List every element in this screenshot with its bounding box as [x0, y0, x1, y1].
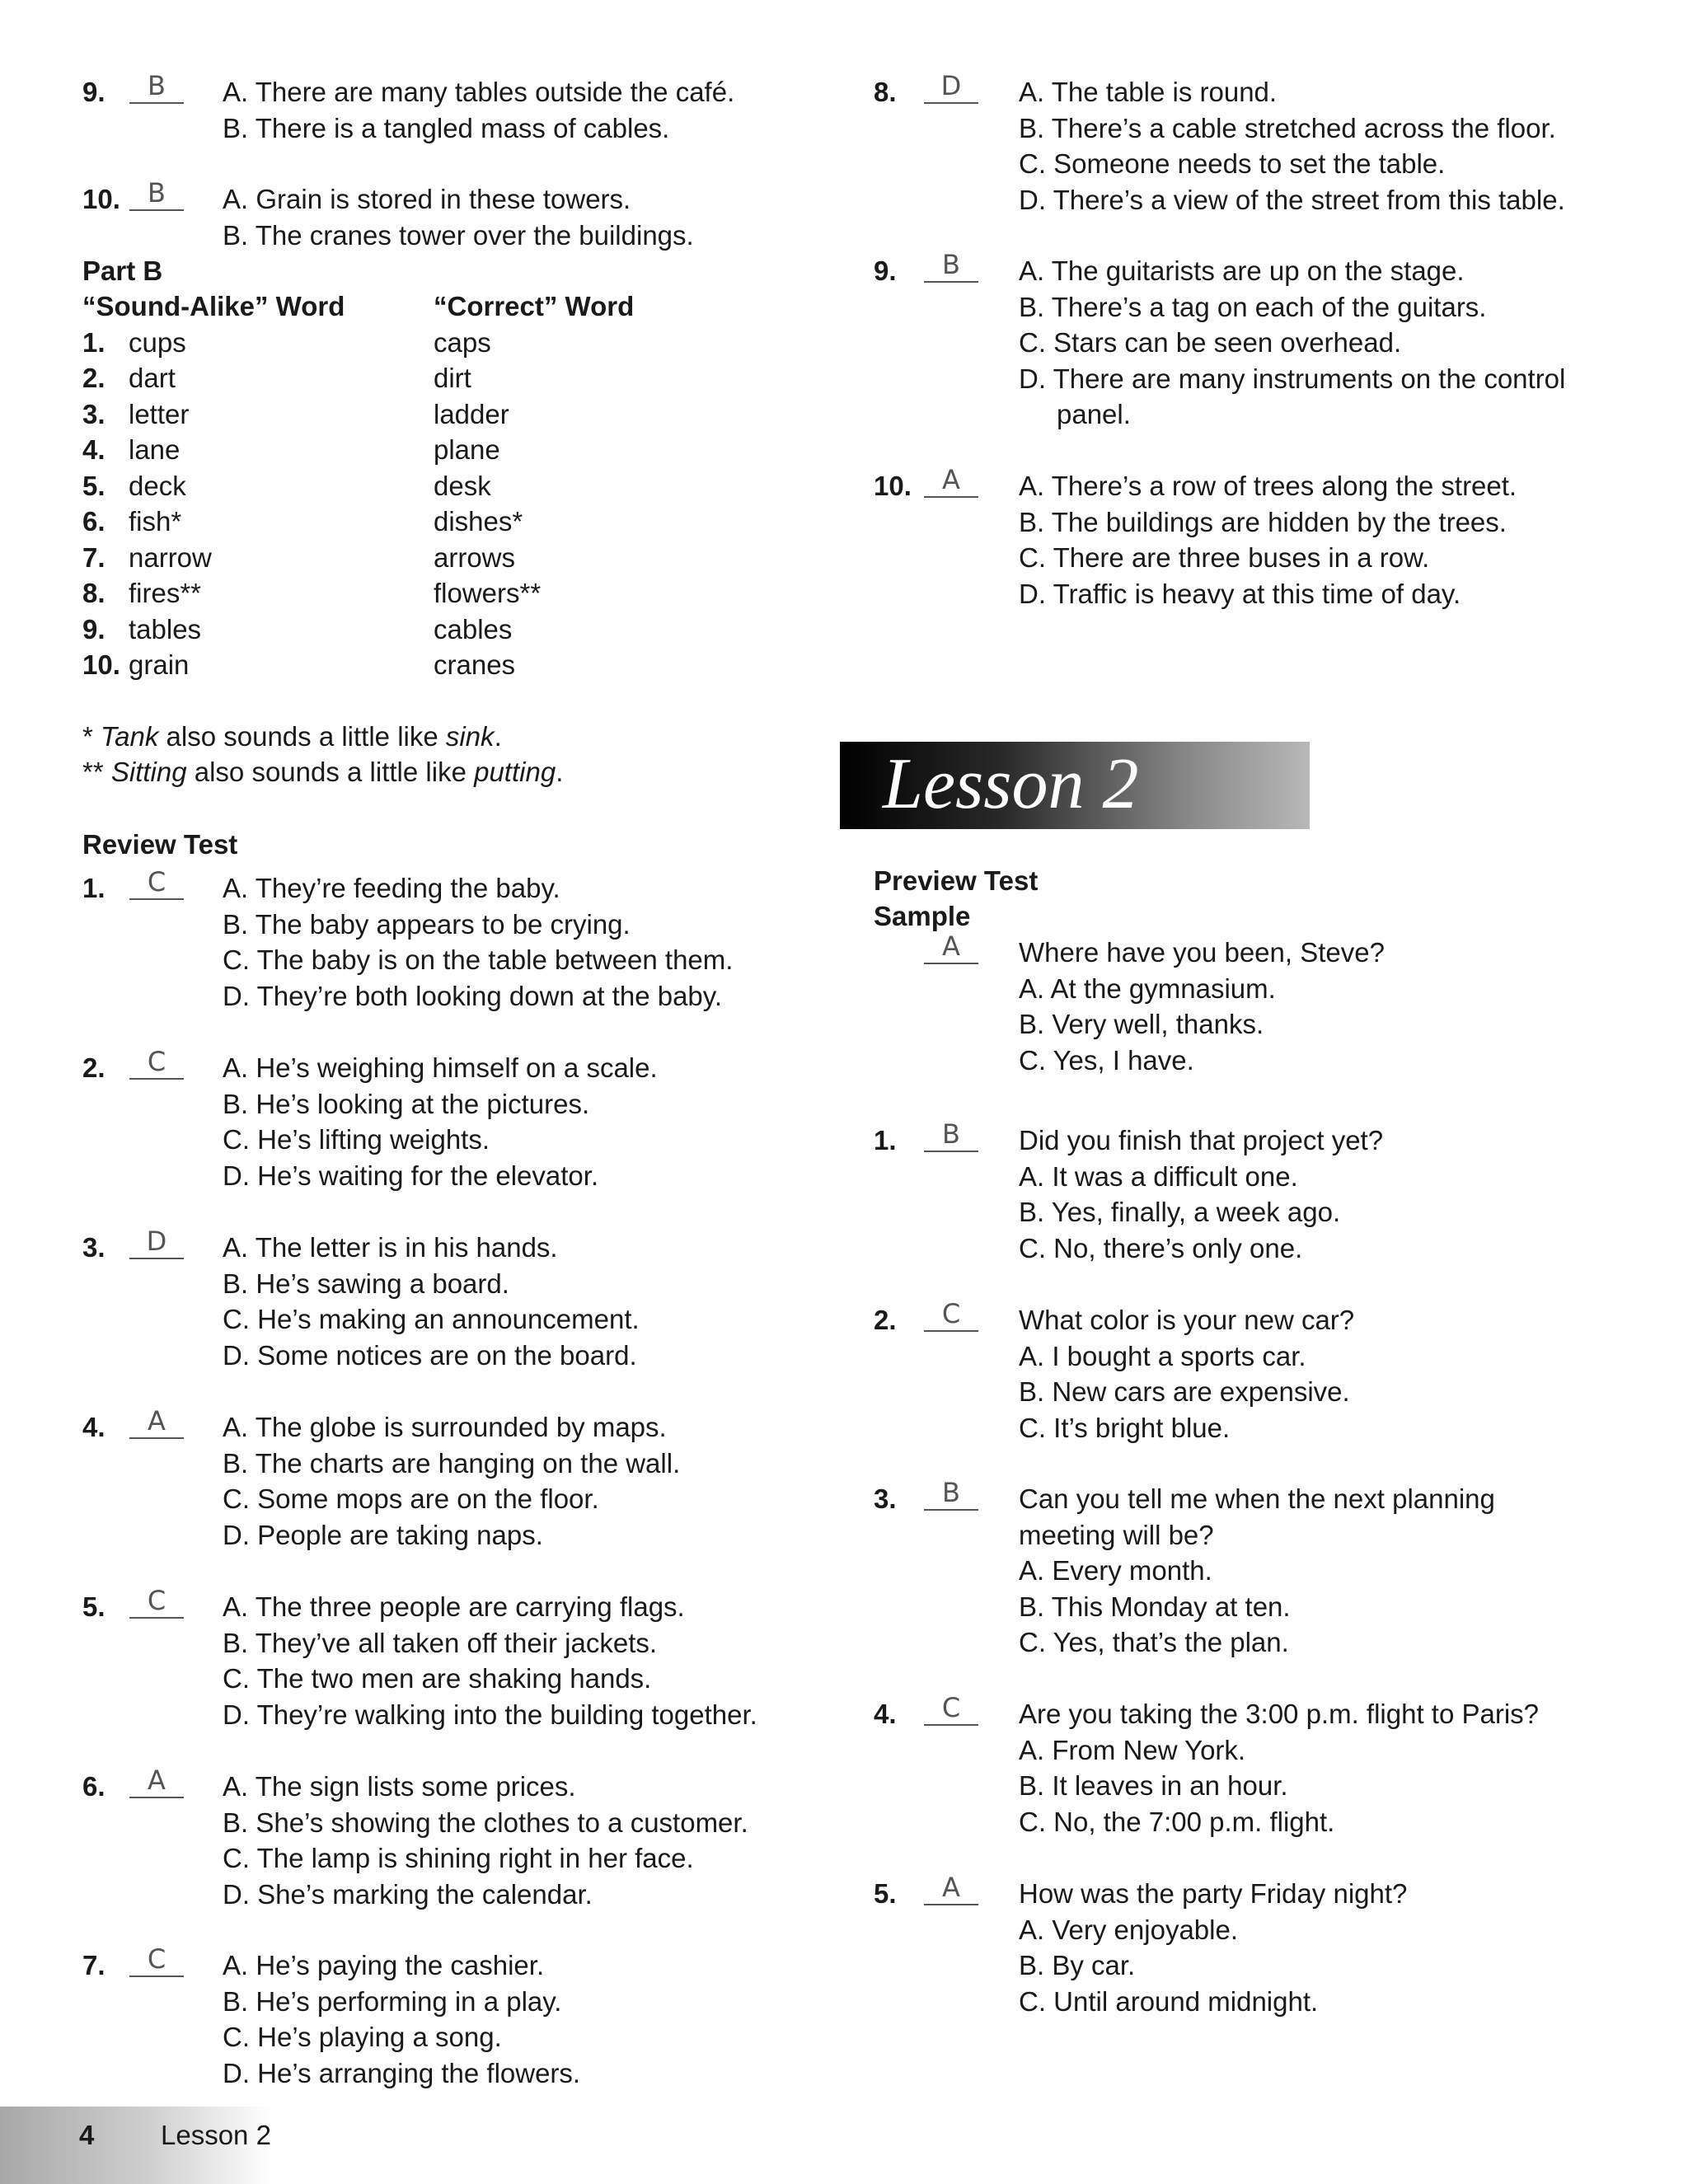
sound-alike-word: cups [129, 327, 186, 358]
question-line: How was the party Friday night? [1019, 1878, 1408, 1909]
row-number: 3. [82, 399, 106, 429]
sound-alike-word: letter [129, 399, 190, 429]
option-line: D. There’s a view of the street from this table. [1019, 184, 1565, 215]
question-number: 3. [874, 1483, 897, 1514]
option-line: C. He’s playing a song. [223, 2022, 502, 2052]
option-line: B. There is a tangled mass of cables. [223, 112, 670, 143]
option-line: D. She’s marking the calendar. [223, 1878, 593, 1910]
option-line: C. The two men are shaking hands. [223, 1663, 652, 1694]
option-line: A. Very enjoyable. [1019, 1914, 1238, 1945]
note-text: also sounds a little like [158, 721, 446, 752]
question-number: 4. [82, 1412, 106, 1442]
correct-word: flowers** [434, 578, 542, 608]
option-line: C. Until around midnight. [1019, 1985, 1319, 2017]
correct-word: dishes* [434, 506, 523, 537]
option-line: B. It leaves in an hour. [1019, 1770, 1288, 1801]
option-line: C. No, the 7:00 p.m. flight. [1019, 1806, 1335, 1837]
note-word: Sitting [110, 757, 187, 787]
note-marker: * [82, 721, 101, 752]
sound-alike-word: fires** [129, 578, 202, 608]
option-line: A. The sign lists some prices. [223, 1771, 576, 1802]
option-line: D. They’re both looking down at the baby. [223, 980, 722, 1011]
answer-blank: A [924, 930, 978, 964]
question-number: 1. [82, 873, 106, 903]
option-line: B. The charts are hanging on the wall. [223, 1447, 681, 1479]
answer-blank: A [129, 1764, 184, 1798]
option-line: A. The guitarists are up on the stage. [1019, 255, 1465, 286]
row-number: 10. [82, 649, 120, 680]
question-number: 10. [874, 471, 912, 501]
question-line: Are you taking the 3:00 p.m. flight to Paris? [1019, 1699, 1540, 1729]
option-line: B. This Monday at ten. [1019, 1591, 1291, 1622]
option-line: D. They’re walking into the building together. [223, 1699, 757, 1730]
correct-word: arrows [434, 542, 516, 573]
row-number: 1. [82, 327, 106, 358]
note-marker: ** [82, 757, 111, 787]
sound-alike-header: “Sound-Alike” Word [82, 291, 345, 321]
sample-heading: Sample [874, 901, 971, 931]
answer-blank: D [129, 1225, 184, 1259]
footnote [82, 754, 563, 790]
option-line: D. There are many instruments on the control [1019, 363, 1566, 394]
option-line: B. By car. [1019, 1950, 1136, 1980]
option-line: A. Grain is stored in these towers. [223, 184, 631, 214]
option-line: D. Some notices are on the board. [223, 1339, 637, 1371]
answer-blank: A [924, 1871, 978, 1905]
question-number: 6. [82, 1771, 106, 1802]
row-number: 6. [82, 506, 106, 537]
sound-alike-word: dart [129, 363, 176, 393]
option-line: B. There’s a cable stretched across the floor. [1019, 112, 1556, 143]
question-line: Can you tell me when the next planning [1019, 1483, 1495, 1514]
option-line: B. He’s performing in a play. [223, 1985, 562, 2017]
answer-blank: B [129, 176, 184, 211]
option-line: A. I bought a sports car. [1019, 1340, 1306, 1371]
option-line: B. There’s a tag on each of the guitars. [1019, 291, 1487, 322]
option-line: B. Very well, thanks. [1019, 1009, 1264, 1039]
question-number: 5. [874, 1878, 897, 1909]
option-line: A. It was a difficult one. [1019, 1160, 1298, 1192]
preview-test-heading: Preview Test [874, 865, 1039, 896]
row-number: 5. [82, 471, 106, 501]
question-number: 3. [82, 1232, 106, 1263]
option-line: A. The letter is in his hands. [223, 1232, 558, 1263]
question-number: 4. [874, 1699, 897, 1729]
option-line: B. New cars are expensive. [1019, 1376, 1350, 1407]
question-line: Did you finish that project yet? [1019, 1125, 1384, 1155]
option-line: panel. [1057, 399, 1131, 429]
answer-blank: D [924, 69, 978, 104]
question-number: 10. [82, 184, 120, 214]
option-line: D. He’s waiting for the elevator. [223, 1160, 599, 1191]
footer-lesson-label: Lesson 2 [161, 2120, 271, 2150]
note-text: . [556, 757, 564, 787]
answer-blank: C [924, 1297, 978, 1332]
lesson-banner [840, 742, 1310, 829]
row-number: 2. [82, 363, 106, 393]
option-line: B. The baby appears to be crying. [223, 908, 631, 940]
answer-blank: A [129, 1404, 184, 1439]
option-line: C. There are three buses in a row. [1019, 542, 1430, 573]
option-line: C. Stars can be seen overhead. [1019, 327, 1402, 358]
sound-alike-word: narrow [129, 542, 212, 573]
correct-word: cables [434, 614, 513, 644]
question-line: meeting will be? [1019, 1519, 1214, 1550]
option-line: A. Every month. [1019, 1555, 1212, 1586]
part-b-heading: Part B [82, 255, 163, 286]
row-number: 8. [82, 578, 106, 608]
option-line: A. There are many tables outside the café. [223, 77, 735, 107]
sound-alike-word: lane [129, 434, 181, 465]
sound-alike-word: fish* [129, 506, 182, 537]
option-line: A. The table is round. [1019, 77, 1278, 107]
option-line: A. From New York. [1019, 1734, 1246, 1765]
question-number: 2. [874, 1305, 897, 1335]
note-word: putting [474, 757, 556, 787]
correct-word: caps [434, 327, 491, 358]
note-text: also sounds a little like [186, 757, 475, 787]
page-number: 4 [79, 2120, 95, 2150]
question-number: 1. [874, 1125, 897, 1155]
option-line: D. Traffic is heavy at this time of day. [1019, 578, 1461, 609]
option-line: A. The three people are carrying flags. [223, 1591, 685, 1622]
row-number: 4. [82, 434, 106, 465]
option-line: B. The buildings are hidden by the trees. [1019, 506, 1507, 537]
answer-blank: B [924, 1476, 978, 1511]
correct-word: desk [434, 471, 491, 501]
option-line: C. Yes, that’s the plan. [1019, 1627, 1289, 1657]
question-number: 9. [82, 77, 106, 107]
row-number: 9. [82, 614, 106, 644]
review-test-heading: Review Test [82, 829, 238, 860]
question-line: What color is your new car? [1019, 1305, 1355, 1335]
option-line: C. Someone needs to set the table. [1019, 148, 1446, 179]
lesson-banner-title: Lesson 2 [883, 744, 1139, 824]
option-line: C. Yes, I have. [1019, 1044, 1194, 1076]
option-line: A. He’s weighing himself on a scale. [223, 1052, 658, 1083]
question-number: 2. [82, 1052, 106, 1083]
question-number: 5. [82, 1591, 106, 1622]
answer-blank: C [924, 1691, 978, 1726]
option-line: D. He’s arranging the flowers. [223, 2057, 581, 2088]
note-word: sink [445, 721, 495, 752]
option-line: C. It’s bright blue. [1019, 1412, 1231, 1443]
answer-blank: A [924, 463, 978, 498]
option-line: A. There’s a row of trees along the street. [1019, 471, 1517, 501]
question-number: 9. [874, 255, 897, 286]
option-line: B. She’s showing the clothes to a customer. [223, 1807, 748, 1838]
correct-word-header: “Correct” Word [434, 291, 635, 321]
sound-alike-word: grain [129, 649, 190, 680]
option-line: B. Yes, finally, a week ago. [1019, 1197, 1341, 1227]
option-line: A. The globe is surrounded by maps. [223, 1412, 667, 1442]
sound-alike-word: tables [129, 614, 202, 644]
option-line: C. Some mops are on the floor. [223, 1483, 599, 1514]
option-line: C. The lamp is shining right in her face. [223, 1843, 694, 1873]
question-line: Where have you been, Steve? [1019, 937, 1385, 968]
option-line: B. He’s looking at the pictures. [223, 1088, 590, 1119]
answer-blank: C [129, 865, 184, 900]
note-word: Tank [101, 721, 159, 752]
option-line: B. The cranes tower over the buildings. [223, 219, 694, 251]
note-text: . [494, 721, 502, 752]
option-line: A. At the gymnasium. [1019, 972, 1276, 1004]
option-line: C. No, there’s only one. [1019, 1232, 1303, 1263]
row-number: 7. [82, 542, 106, 573]
answer-blank: C [129, 1584, 184, 1619]
answer-blank: C [129, 1943, 184, 1977]
answer-blank: B [129, 69, 184, 104]
sound-alike-word: deck [129, 471, 186, 501]
option-line: C. He’s lifting weights. [223, 1124, 490, 1155]
question-number: 8. [874, 77, 897, 107]
option-line: B. He’s sawing a board. [223, 1268, 509, 1299]
footnote [82, 719, 502, 755]
correct-word: plane [434, 434, 500, 465]
answer-blank: B [924, 1118, 978, 1152]
question-number: 7. [82, 1950, 106, 1980]
option-line: B. They’ve all taken off their jackets. [223, 1627, 658, 1658]
answer-blank: B [924, 248, 978, 283]
correct-word: cranes [434, 649, 516, 680]
correct-word: dirt [434, 363, 471, 393]
answer-blank: C [129, 1045, 184, 1080]
option-line: A. They’re feeding the baby. [223, 873, 560, 903]
option-line: A. He’s paying the cashier. [223, 1950, 545, 1980]
option-line: C. The baby is on the table between them. [223, 944, 734, 975]
option-line: C. He’s making an announcement. [223, 1304, 640, 1334]
option-line: D. People are taking naps. [223, 1519, 543, 1550]
correct-word: ladder [434, 399, 509, 429]
